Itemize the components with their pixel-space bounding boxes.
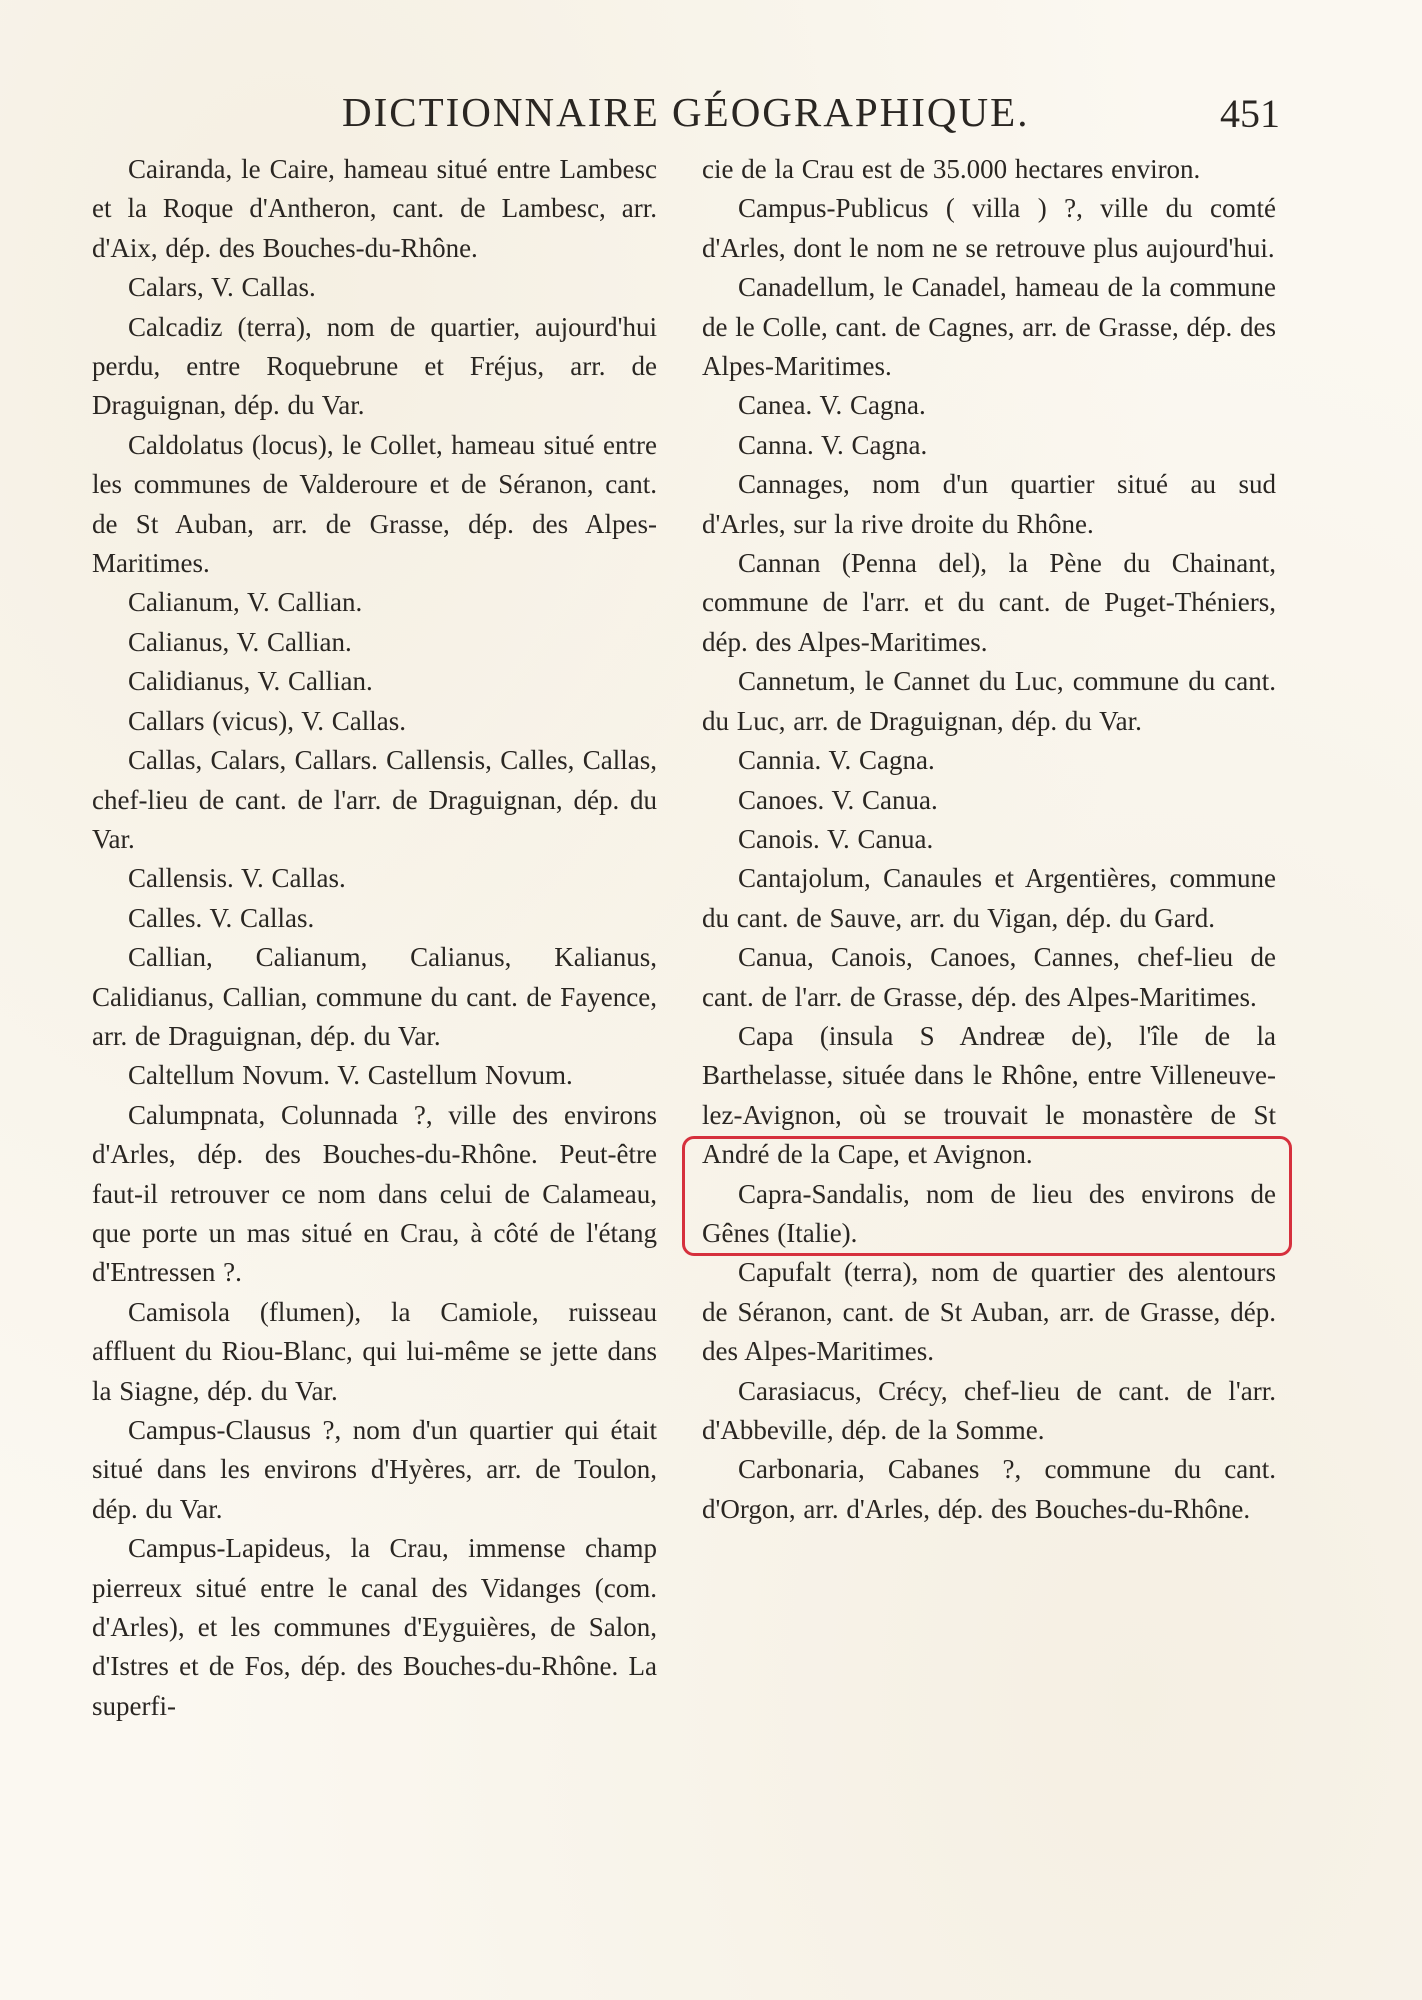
entry-calianus: Calianus, V. Callian. bbox=[128, 626, 352, 657]
entry-callian: Callian, Calianum, Calianus, Kalianus, Calidianus, Callian, commune du cant. de Fayence, arr. de Draguignan, dép. du Var. bbox=[92, 942, 657, 1051]
entry-canoes: Canoes. V. Canua. bbox=[738, 784, 938, 815]
entry-canna: Canna. V. Cagna. bbox=[738, 429, 928, 460]
entry-calumpnata: Calumpnata, Colunnada ?, ville des environs d'Arles, dép. des Bouches-du-Rhône. Peut-être faut-il retrouver ce nom dans celui de Calameau, que porte un mas situé en Crau, à côté de l'étang d'Entressen ?. bbox=[92, 1099, 657, 1288]
entry-canea: Canea. V. Cagna. bbox=[738, 390, 926, 421]
running-title: DICTIONNAIRE GÉOGRAPHIQUE. bbox=[342, 89, 1030, 135]
entry-cannan: Cannan (Penna del), la Pène du Chainant, commune de l'arr. et du cant. de Puget-Théniers, dép. des Alpes-Maritimes. bbox=[702, 548, 1276, 657]
entry-caltellum-novum: Caltellum Novum. V. Castellum Novum. bbox=[128, 1060, 573, 1091]
running-header bbox=[90, 88, 1290, 148]
entry-campus-publicus: Campus-Publicus ( villa ) ?, ville du comté d'Arles, dont le nom ne se retrouve plus aujourd'hui. bbox=[702, 193, 1276, 263]
entry-callas: Callas, Calars, Callars. Callensis, Calles, Callas, chef-lieu de cant. de l'arr. de Draguignan, dép. du Var. bbox=[92, 745, 657, 854]
entry-cannia: Cannia. V. Cagna. bbox=[738, 745, 935, 776]
entry-callars: Callars (vicus), V. Callas. bbox=[128, 705, 406, 736]
entry-carasiacus: Carasiacus, Crécy, chef-lieu de cant. de l'arr. d'Abbeville, dép. de la Somme. bbox=[702, 1375, 1276, 1445]
entry-caldolatus: Caldolatus (locus), le Collet, hameau situé entre les communes de Valderoure et de Séranon, cant. de St Auban, arr. de Grasse, dép. des Alpes-Maritimes. bbox=[92, 429, 657, 579]
entry-cantajolum: Cantajolum, Canaules et Argentières, commune du cant. de Sauve, arr. du Vigan, dép. du Gard. bbox=[702, 863, 1276, 933]
entry-calars: Calars, V. Callas. bbox=[128, 272, 316, 303]
entry-camisola: Camisola (flumen), la Camiole, ruisseau affluent du Riou-Blanc, qui lui-même se jette dans la Siagne, dép. du Var. bbox=[92, 1296, 657, 1406]
entry-campus-lapideus: Campus-Lapideus, la Crau, immense champ pierreux situé entre le canal des Vidanges (com. d'Arles), et les communes d'Eyguières, de Salon, d'Istres et de Fos, dép. des Bouches-du-Rhône. La superfi- bbox=[92, 1533, 657, 1721]
entry-cannages: Cannages, nom d'un quartier situé au sud d'Arles, sur la rive droite du Rhône. bbox=[702, 469, 1276, 539]
entry-cairanda: Cairanda, le Caire, hameau situé entre Lambesc et la Roque d'Antheron, cant. de Lambesc, arr. d'Aix, dép. des Bouches-du-Rhône. bbox=[92, 154, 657, 263]
entry-canois: Canois. V. Canua. bbox=[738, 823, 934, 854]
entry-calianum: Calianum, V. Callian. bbox=[128, 587, 363, 618]
entry-capufalt: Capufalt (terra), nom de quartier des alentours de Séranon, cant. de St Auban, arr. de Grasse, dép. des Alpes-Maritimes. bbox=[702, 1257, 1276, 1367]
entry-campus-clausus: Campus-Clausus ?, nom d'un quartier qui était situé dans les environs d'Hyères, arr. de Toulon, dép. du Var. bbox=[92, 1415, 657, 1524]
entry-canua: Canua, Canois, Canoes, Cannes, chef-lieu de cant. de l'arr. de Grasse, dép. des Alpes-Maritimes. bbox=[702, 942, 1276, 1012]
entry-capra-sandalis: Capra-Sandalis, nom de lieu des environs de Gênes (Italie). bbox=[702, 1178, 1276, 1248]
entry-carbonaria: Carbonaria, Cabanes ?, commune du cant. d'Orgon, arr. d'Arles, dép. des Bouches-du-Rhône. bbox=[702, 1454, 1276, 1524]
entry-campus-lapideus-continued: cie de la Crau est de 35.000 hectares environ. bbox=[702, 154, 1201, 184]
entry-callensis: Callensis. V. Callas. bbox=[128, 863, 346, 894]
page-number: 451 bbox=[1220, 91, 1280, 136]
entry-calcadiz: Calcadiz (terra), nom de quartier, aujourd'hui perdu, entre Roquebrune et Fréjus, arr. de Draguignan, dép. du Var. bbox=[92, 311, 657, 421]
right-column bbox=[702, 150, 1276, 1529]
entry-calidianus: Calidianus, V. Callian. bbox=[128, 666, 373, 697]
entry-canadellum: Canadellum, le Canadel, hameau de la commune de le Colle, cant. de Cagnes, arr. de Grasse, dép. des Alpes-Maritimes. bbox=[702, 272, 1276, 382]
entry-cannetum: Cannetum, le Cannet du Luc, commune du cant. du Luc, arr. de Draguignan, dép. du Var. bbox=[702, 666, 1276, 736]
entry-capa: Capa (insula S Andreæ de), l'île de la Barthelasse, située dans le Rhône, entre Villeneuve-lez-Avignon, où se trouvait le monastère de St André de la Cape, et Avignon. bbox=[702, 1020, 1276, 1170]
left-column bbox=[92, 150, 657, 1726]
entry-calles: Calles. V. Callas. bbox=[128, 902, 315, 933]
